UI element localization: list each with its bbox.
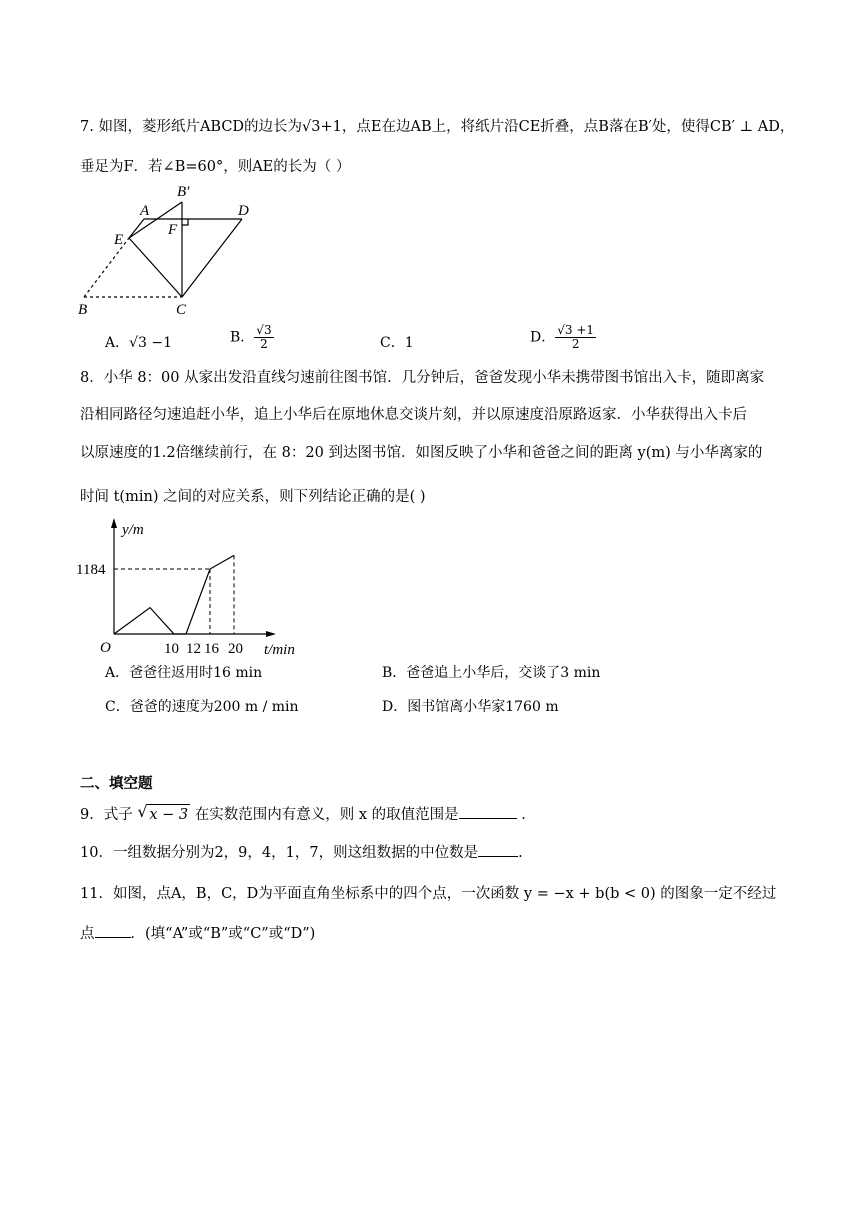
q9-answer-blank[interactable] [459, 804, 517, 819]
q8-stem-line1: 8．小华 8：00 从家出发沿直线匀速前往图书馆．几分钟后，爸爸发现小华未携带图书馆出入卡，随即离家 [80, 370, 765, 386]
q8-option-a[interactable]: A．爸爸往返用时16 min [105, 665, 263, 681]
label-A: A [140, 203, 150, 219]
q7-option-a[interactable]: A．√3 −1 [105, 335, 173, 351]
label-F: F [168, 222, 178, 238]
q7-option-d[interactable]: D． $\frac{√3 +1}{2}$ [530, 323, 595, 351]
q11-answer-blank[interactable] [95, 923, 131, 938]
q7-option-b[interactable]: B． $\frac{√3}{2}$ [230, 323, 272, 351]
q7-stem-line1: 7. 如图，菱形纸片ABCD的边长为√3+1，点E在边AB上，将纸片沿CE折叠，点B落在B′处，使得CB′ ⊥ AD， [80, 119, 795, 135]
q10: 10．一组数据分别为2，9，4，1，7，则这组数据的中位数是 . [80, 842, 523, 863]
q8-option-c[interactable]: C．爸爸的速度为200 m / min [105, 699, 299, 715]
x-axis-label: t/min [264, 642, 295, 658]
y-tick-1184: 1184 [76, 562, 106, 578]
section-title-fill-in: 二、填空题 [80, 776, 153, 792]
q11-line2: 点 ．(填“A”或“B”或“C”或“D”) [80, 923, 315, 944]
q7-option-c[interactable]: C．1 [380, 335, 414, 351]
q8-distance-time-chart [76, 516, 306, 662]
x-tick-12: 12 [186, 641, 201, 657]
sqrt-expression: √ x − 3 [137, 802, 189, 823]
origin-label: O [100, 640, 111, 656]
q11-line1: 11．如图，点A，B，C，D为平面直角坐标系中的四个点，一次函数 y = −x + b(b < 0) 的图象一定不经过 [80, 886, 777, 902]
q10-answer-blank[interactable] [478, 842, 518, 857]
label-C: C [176, 302, 187, 318]
x-tick-20: 20 [228, 641, 243, 657]
y-axis-label: y/m [122, 522, 144, 538]
x-tick-10: 10 [164, 641, 179, 657]
q8-option-d[interactable]: D．图书馆离小华家1760 m [382, 699, 559, 715]
q8-option-b[interactable]: B．爸爸追上小华后，交谈了3 min [382, 665, 601, 681]
y-axis-arrow [111, 518, 117, 528]
x-tick-16: 16 [204, 641, 219, 657]
q8-stem-line3: 以原速度的1.2倍继续前行，在 8：20 到达图书馆．如图反映了小华和爸爸之间的距离 y(m) 与小华离家的 [80, 445, 763, 461]
q9: 9．式子 √ x − 3 在实数范围内有意义，则 x 的取值范围是 ． [80, 802, 536, 823]
q8-stem-line4: 时间 t(min) 之间的对应关系，则下列结论正确的是( ) [80, 489, 426, 505]
q7-stem-line2: 垂足为F．若∠B=60°，则AE的长为（ ） [80, 159, 351, 175]
q8-stem-line2: 沿相同路径匀速追赶小华，追上小华后在原地休息交谈片刻，并以原速度沿原路返家．小华获得出入卡后 [80, 407, 747, 423]
label-E: E [114, 232, 124, 248]
label-B-prime: B′ [177, 184, 190, 200]
series-line [114, 555, 234, 634]
x-axis-arrow [266, 631, 276, 637]
label-B: B [78, 302, 88, 318]
q7-rhombus-figure [76, 182, 276, 318]
label-D: D [238, 203, 249, 219]
